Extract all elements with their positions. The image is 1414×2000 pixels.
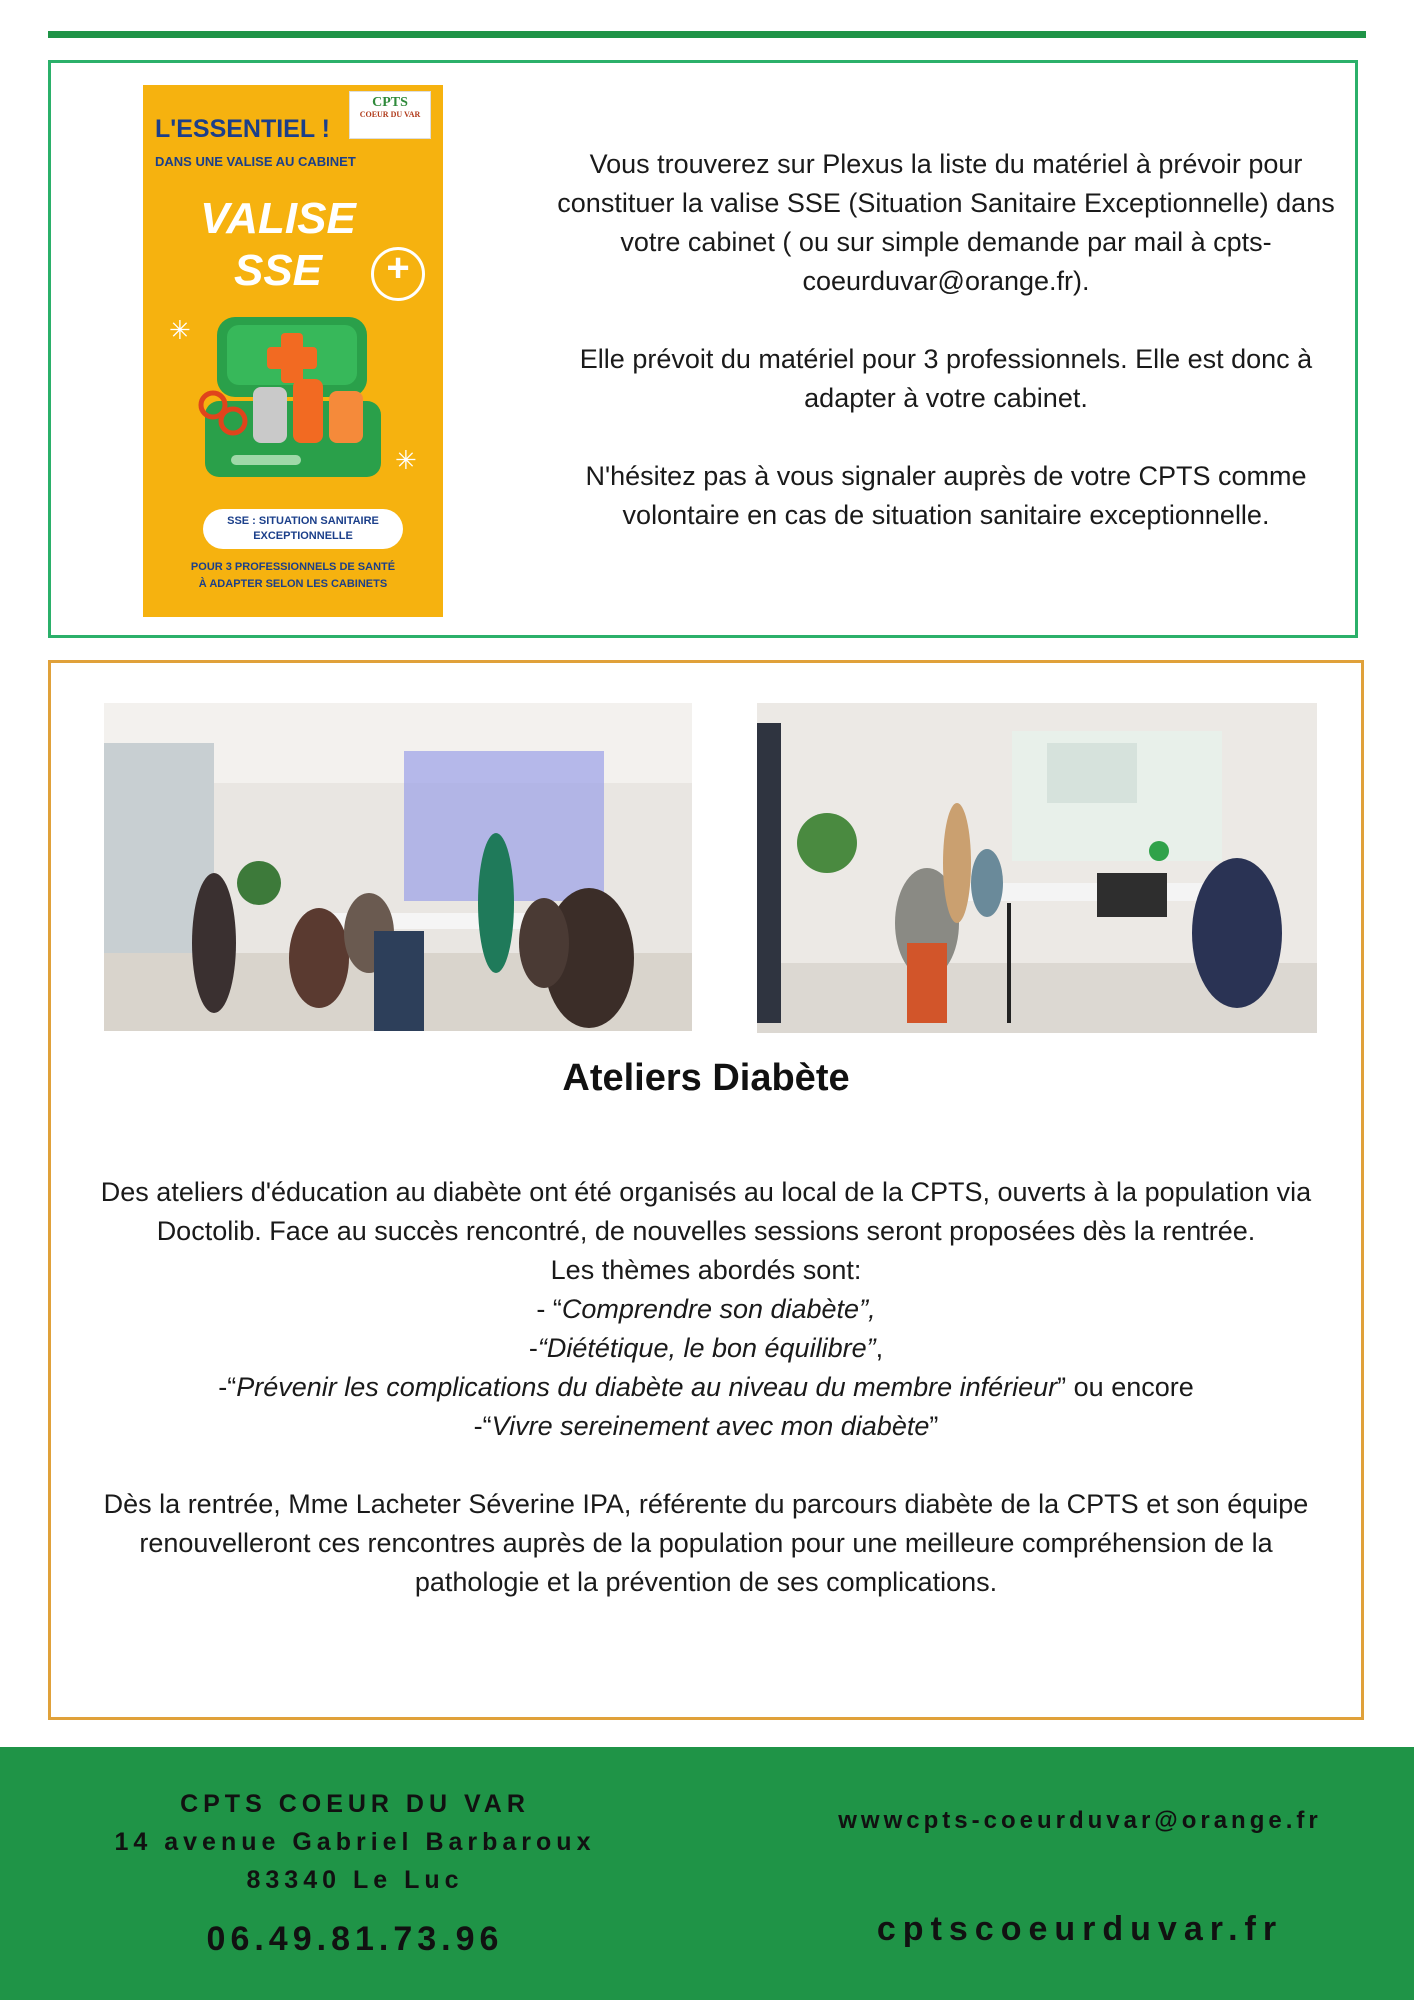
- first-aid-case-icon: [195, 313, 385, 483]
- sse-section: [48, 60, 1358, 638]
- valise-sse-poster: [143, 85, 443, 617]
- sparkle-icon: ✳: [169, 315, 191, 345]
- footer-phone[interactable]: 06.49.81.73.96: [206, 1920, 504, 1958]
- poster-title-line2: SSE: [233, 246, 323, 295]
- poster-title-line1: VALISE: [200, 194, 356, 243]
- cpts-logo: CPTS COEUR DU VAR: [349, 91, 431, 139]
- theme-item: - “Comprendre son diabète”,: [536, 1294, 876, 1324]
- sparkle-icon: ✳: [395, 445, 417, 475]
- workshop-photo-right: [757, 703, 1317, 1033]
- footer-website-link[interactable]: cptscoeurduvar.fr: [876, 1910, 1284, 1948]
- diabete-closing: Dès la rentrée, Mme Lacheter Séverine IPA, référente du parcours diabète de la CPTS et son équipe renouvelleront ces rencontres auprès de la population pour une meilleure compréhension de la pathologie et la prévention de ses complications.: [103, 1489, 1309, 1597]
- themes-label: Les thèmes abordés sont:: [550, 1255, 862, 1285]
- footer-address: 14 avenue Gabriel Barbaroux: [114, 1828, 596, 1856]
- poster-subheadline: DANS UNE VALISE AU CABINET: [155, 154, 356, 169]
- poster-footer: POUR 3 PROFESSIONNELS DE SANTÉ À ADAPTER SELON LES CABINETS: [190, 561, 396, 590]
- medical-pin-icon: [371, 247, 425, 301]
- footer-org: CPTS COEUR DU VAR: [180, 1790, 530, 1818]
- sse-paragraph: Elle prévoit du matériel pour 3 professionnels. Elle est donc à adapter à votre cabinet.: [579, 344, 1313, 413]
- footer-email-link[interactable]: wwwcpts-coeurduvar@orange.fr: [838, 1807, 1322, 1834]
- sse-paragraph: Vous trouverez sur Plexus la liste du matériel à prévoir pour constituer la valise SSE (Situation Sanitaire Exceptionnelle) dans votre cabinet ( ou sur simple demande par mail à cpts-coeurduvar@orange.fr).: [557, 149, 1335, 296]
- diabete-title: Ateliers Diabète: [562, 1057, 850, 1099]
- theme-item: -“Prévenir les complications du diabète au niveau du membre inférieur” ou encore: [218, 1372, 1194, 1402]
- footer-city: 83340 Le Luc: [246, 1866, 464, 1894]
- diabete-section: [48, 660, 1364, 1720]
- sse-description: [551, 145, 1341, 574]
- sse-pill: SSE : SITUATION SANITAIRE EXCEPTIONNELLE: [203, 509, 403, 549]
- diabete-description: [81, 1173, 1331, 1602]
- contact-footer: [0, 1747, 1414, 2000]
- diabete-intro: Des ateliers d'éducation au diabète ont été organisés au local de la CPTS, ouverts à la population via Doctolib. Face au succès rencontré, de nouvelles sessions seront proposées dès la rentrée.: [100, 1177, 1312, 1246]
- poster-headline: L'ESSENTIEL !: [155, 115, 330, 143]
- sse-paragraph: N'hésitez pas à vous signaler auprès de votre CPTS comme volontaire en cas de situation sanitaire exceptionnelle.: [585, 461, 1307, 530]
- theme-item: -“Vivre sereinement avec mon diabète”: [473, 1411, 939, 1441]
- workshop-photo-left: [104, 703, 692, 1031]
- theme-item: -“Diététique, le bon équilibre”,: [528, 1333, 884, 1363]
- top-divider: [48, 31, 1366, 38]
